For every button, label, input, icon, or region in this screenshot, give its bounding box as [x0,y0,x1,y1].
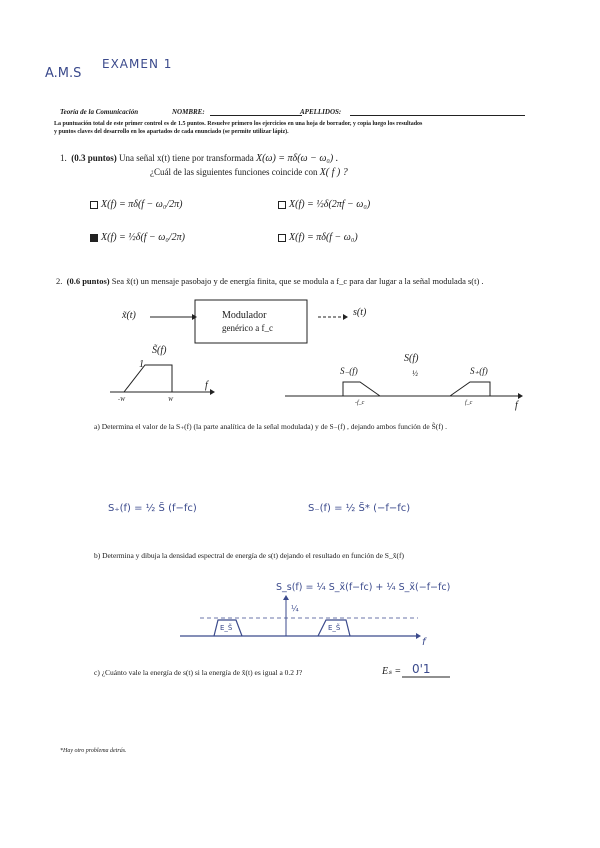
answer-b-expression[interactable]: S_s(f) = ¼ S_x̃(f−fc) + ¼ S_x̃(−f−fc) [276,582,451,593]
modulated-axis-label: f [515,400,518,411]
instructions-line-2: y puntos claves del desarrollo en los apartados de cada enunciado (se permite utilizar lápiz). [54,129,289,135]
output-signal-label: s(t) [353,307,367,318]
q1-option-b[interactable]: X(f) = ½δ(2πf − ω₀) [278,199,370,210]
input-signal-label: x̃(t) [122,310,136,321]
q1-text: 1. (0.3 puntos) Una señal x(t) tiene por transformada X(ω) = πδ(ω − ω₀) . [60,153,339,164]
footer-note: *Hay otro problema detrás. [60,748,127,754]
q2-text: 2. (0.6 puntos) Sea x̃(t) un mensaje pasobajo y de energía finita, que se modula a f_c para dar lugar a la señal modulada s(t) . [56,276,484,286]
baseband-axis-label: f [205,380,208,391]
modulated-spectrum-neg [343,382,380,396]
modulated-half-label: ½ [412,369,418,378]
modulated-spectrum-pos [450,382,490,396]
modulated-pos-fc: f_c [465,400,473,406]
q1-question: ¿Cuál de las siguientes funciones coincide con X( f ) ? [150,167,348,178]
modulated-minus-label: S₋(f) [340,366,358,376]
part-c-text: c) ¿Cuánto vale la energía de s(t) si la energía de x̃(t) es igual a 0.2 J? [94,668,303,677]
answer-b-axis-label: f [422,637,426,648]
q1-option-d[interactable]: X(f) = πδ(f − ω₀) [278,232,358,243]
handwritten-exam-title: EXAMEN 1 [102,57,173,71]
part-a-text: a) Determina el valor de la S₊(f) (la parte analítica de la señal modulada) y de S₋(f) , dejando ambos función de S̃(f) . [94,422,447,431]
surname-label: APELLIDOS: [300,108,342,116]
modulated-plus-label: S₊(f) [470,366,488,376]
answer-a-negative[interactable]: S₋(f) = ½ S̃* (−f−fc) [308,503,411,514]
answer-b-level: ¼ [291,604,299,613]
baseband-level-label: 1 [139,359,144,370]
part-b-text: b) Determina y dibuja la densidad espectral de energía de s(t) dejando el resultado en función de S_x̃(f) [94,551,404,560]
course-name: Teoría de la Comunicación [60,108,139,116]
modulated-spectrum-label: S(f) [404,353,419,364]
q1-option-c[interactable]: X(f) = ½δ(f − ω₀/2π) [90,232,185,243]
answer-b-block-neg: E_S̃ [220,624,233,632]
modulator-label-1: Modulador [222,310,267,321]
baseband-spectrum-shape [124,365,172,392]
modulator-label-2: genérico a f_c [222,323,273,333]
answer-c-value[interactable]: 0'1 [412,662,431,676]
answer-a-positive[interactable]: S₊(f) = ½ S̃ (f−fc) [108,503,197,514]
q1-option-a[interactable]: X(f) = πδ(f − ω₀/2π) [90,199,182,210]
baseband-neg-w: -W [118,397,125,403]
baseband-spectrum-label: S̃(f) [152,345,167,356]
modulator-block [195,300,307,343]
answer-c-label: Eₛ = [382,666,402,677]
modulated-neg-fc: -f_c [355,400,365,406]
baseband-pos-w: W [168,397,173,403]
instructions-line-1: La puntuación total de este primer control es de 1.5 puntos. Resuelve primero los ejercicios en una hoja de borrador, y copia luego los resultados [54,121,423,127]
name-label: NOMBRE: [172,108,205,116]
handwritten-initials: A.M.S [45,66,82,81]
answer-b-block-pos: E_S̃ [328,624,341,632]
